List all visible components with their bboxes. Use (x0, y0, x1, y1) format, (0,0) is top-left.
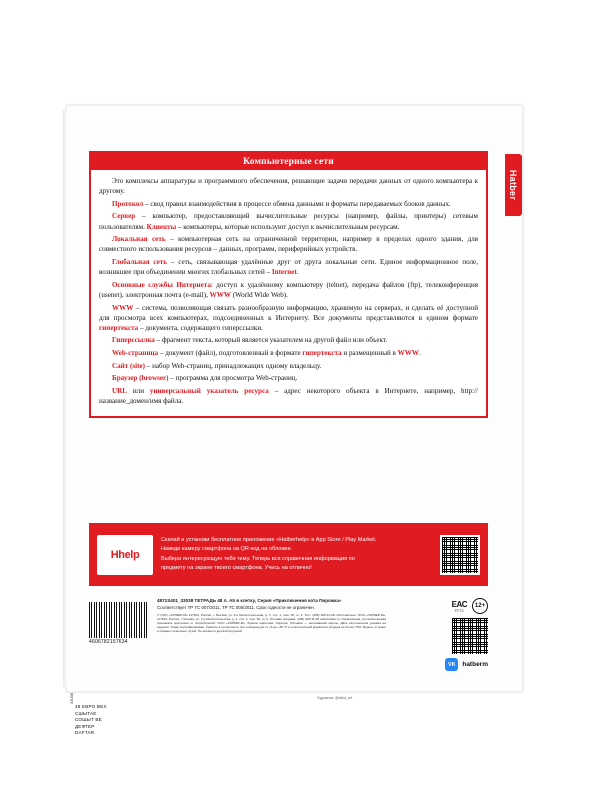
paragraph: Основные службы Интернета: доступ к удалённому компьютеру (telnet), передача файлов (ftp), телеконференция (usenet), электронная почта (e-mail), WWW (World Wide Web). (99, 280, 479, 299)
paragraph: Это комплексы аппаратуры и программного обеспечения, решающие задачи передачи данных от одного компьютера к другому. (99, 177, 478, 196)
term: WWW (397, 349, 419, 358)
promo-line: предмету на экране твоего смартфона. Учись на отлично! (161, 564, 312, 571)
promo-line: Выбери интересующую тебя тему. Теперь вся справочная информация по (161, 555, 355, 562)
paragraph: Сайт (site) – набор Web-страниц, принадлежащих одному владельцу. (112, 361, 322, 370)
paragraph: Браузер (browser) – программа для просмотра Web-страниц. (112, 374, 298, 383)
term: Гиперссылка (112, 336, 155, 345)
vk-icon: VK (445, 658, 458, 671)
term: гипертекста (99, 323, 139, 332)
barcode-block (89, 598, 151, 645)
qr-code-icon (452, 618, 488, 654)
paragraph: Глобальная сеть – сеть, связывающая удалённые друг от друга локальные сети. Единое информационное поле, возникшее при объединении многих глобальных сетей – Internet. (99, 257, 478, 277)
term: гипертекста (302, 349, 342, 358)
promo-line: Скачай и установи бесплатное приложение «Hatberhelp» в App Store / Play Market. (161, 536, 377, 543)
qr-pattern (452, 618, 488, 654)
term: Internet (271, 268, 297, 277)
term: URL (112, 387, 127, 396)
panel-title: Компьютерные сети (91, 153, 486, 170)
spine-language: СОШЫТ ВЕ (75, 717, 102, 723)
paragraph: WWW – система, позволяющая связать разнообразную информацию, хранимую на серверах, и сделать её доступной для просмотра всех компьютерах, подсоединенных к Интернету. Все документы представляются в едином формате гипертекста – документа, содержащего гиперссылки. (99, 303, 478, 332)
paragraph: Гиперссылка – фрагмент текста, который является указателем на другой файл или объект. (112, 336, 388, 345)
term: WWW (112, 303, 134, 312)
product-subtitle: Соответствует ТР ТС 007/2011, ТР ТС 005/2011. Срок годности не ограничен. (157, 604, 315, 610)
term: Глобальная сеть (112, 257, 168, 266)
term: WWW (209, 290, 231, 299)
qr-code-icon (440, 535, 480, 575)
term: Сервер (112, 212, 136, 221)
spine-language-list (75, 704, 107, 737)
legal-text (151, 598, 392, 633)
legal-fine-print: © ООО «ХАТБЕР-М» 117623, Россия, г. Москва, ул. 2-я Мелитопольская, д. 1, стр. 1, пом. 30, эт. 2. Тел.: (495) 925-11-08. Изготовитель: ООО «ХАТБЕР-М», 117623, Россия, г. Москва, ул. 2-я Мелитопольская, д. 1, стр. 1, пом. 30, эт. 2. Оптовая продажа: (495) 925-11-08 www.hatber.ru. Организация, уполномоченная принимать претензии от потребителей: ООО «ХАТБЕР-М». Бумага офсетная. Скрепка. Обложка — мелованный картон. Дата изготовления указана на изделии. Товар сертифицирован. Хранить в сухом месте при температуре от +5 до +35 °C и относительной влажности воздуха не более 70%. Беречь от влаги и прямых солнечных лучей. Не является детской игрушкой. (157, 612, 387, 633)
spine-language: ДЕФТЕР (75, 723, 95, 729)
product-title: 4871S401_33038 ТЕТРАДЬ 48 л. А5 в клетку, Серия «Приключения кота Пирожка» (157, 598, 342, 603)
reference-panel (89, 151, 488, 418)
spine-language: DAFTAR (75, 730, 95, 736)
term: Браузер (browser) (112, 374, 169, 383)
spine-language: 48 ЕВРО ВЕХ (75, 704, 107, 709)
qr-pattern (442, 537, 478, 573)
term: Клиенты (146, 222, 177, 231)
artist-credit: Художник: @alliot_art (317, 696, 353, 700)
barcode-number: 4606782157634 (89, 639, 128, 645)
spine-code: 33038 (69, 692, 74, 704)
term: Основные службы Интернета (112, 280, 211, 289)
marks-row (452, 614, 488, 654)
paragraph: Локальная сеть – компьютерная сеть на ограниченной территории, например в пределах одного здания, для совместного использования ресурсов – данных, программ, периферийных устройств. (99, 235, 479, 254)
term: Протокол (112, 199, 144, 208)
term: Web-страница (112, 349, 159, 358)
vk-account-name: hatberm (462, 661, 488, 668)
paragraph: Web-страница – документ (файл), подготовленный в формате гипертекста и размещенный в WWW. (112, 349, 421, 358)
panel-body (91, 170, 486, 416)
hhelp-logo-label: Hhelp (110, 548, 140, 561)
legal-marks (392, 598, 488, 671)
promo-strip (89, 523, 488, 586)
eac-label: EAC (451, 599, 467, 609)
hhelp-logo (97, 535, 153, 575)
eac-caption: ТР ТС (454, 608, 464, 613)
notebook-back-cover (66, 105, 523, 736)
term: Локальная сеть (112, 235, 166, 244)
brand-tab-label: Hatber (508, 169, 519, 201)
vk-social-row (445, 658, 488, 671)
barcode-icon (89, 602, 147, 638)
spine-language: СШЫТАЕ (75, 710, 97, 716)
paragraph: Протокол – свод правил взаимодействия в процессе обмена данными и форматы передаваемых блоков данных. (112, 199, 451, 208)
eac-mark (452, 600, 467, 613)
promo-line: Наведи камеру смартфона на QR-код на обложке. (161, 546, 293, 553)
paragraph: Сервер – компьютер, предоставляющий вычислительные ресурсы (например, файлы, принтеры) сетевым пользователям. Клиенты – компьютеры, которые используют доступ к вычислительным ресурсам. (99, 212, 478, 231)
term: универсальный указатель ресурса (149, 387, 269, 396)
term: Сайт (site) (112, 361, 145, 370)
legal-zone (89, 598, 488, 676)
paragraph: URL или универсальный указатель ресурса – адрес некоторого объекта в Интернете, например, http://название_домен/имя файла. (99, 387, 478, 406)
hatber-brand-tab (505, 154, 522, 216)
promo-text (161, 536, 440, 574)
marks-row (452, 598, 488, 614)
age-rating-badge: 12+ (472, 598, 488, 614)
